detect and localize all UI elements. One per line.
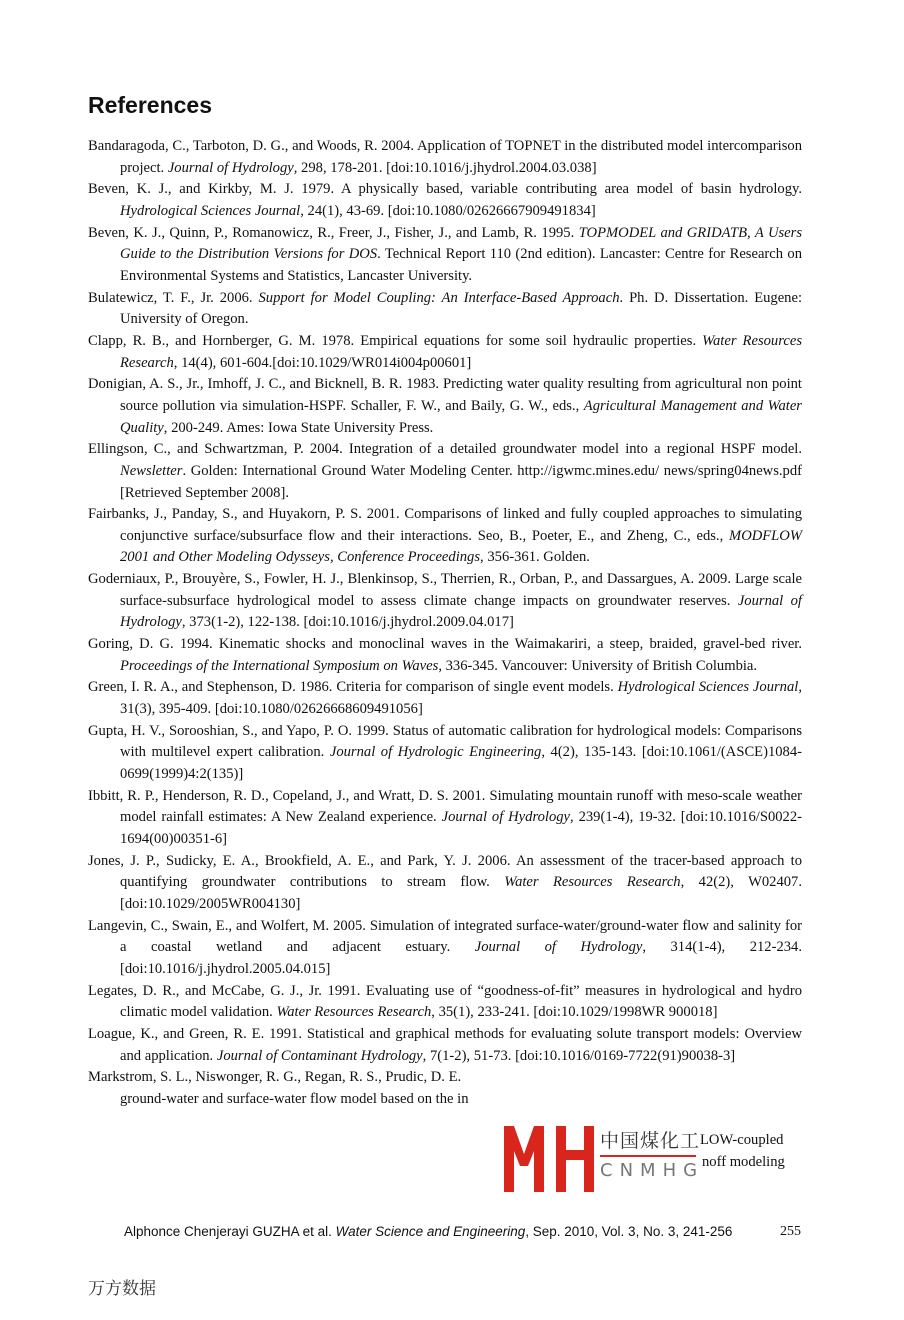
reference-item [88, 439, 802, 504]
reference-source-title: Journal of Hydrology [474, 939, 643, 956]
reference-text: Fairbanks, J., Panday, S., and Huyakorn, P. S. 2001. Comparisons of linked and fully coupled approaches to simulating conjunctive surface/subsurface flow and their interactions. Seo, B., Poeter, E., and Zheng, C., eds., [88, 506, 802, 544]
reference-text: , 373(1-2), 122-138. [doi:10.1016/j.jhydrol.2009.04.017] [181, 614, 514, 631]
reference-item [88, 179, 802, 222]
reference-source-title: Journal of Contaminant Hydrology [216, 1047, 423, 1064]
reference-source-title: Hydrological Sciences Journal [120, 202, 301, 219]
reference-text: ground-water and surface-water flow model based on the in [120, 1090, 469, 1107]
reference-text: Goderniaux, P., Brouyère, S., Fowler, H. J., Blenkinsop, S., Therrien, R., Orban, P., and Dassargues, A. 2009. Large scale surface-subsurface hydrological model to assess climate change impacts on groundwater reserves. [88, 571, 802, 609]
page-number: 255 [780, 1224, 801, 1239]
watermark [496, 1124, 802, 1192]
reference-text: Loague, K., and Green, R. E. 1991. Statistical and graphical methods for evaluating solute transport models: Overview and application. [88, 1025, 802, 1064]
reference-source-title: Water Resources Research [120, 332, 802, 371]
reference-source-title: Journal of Hydrology [441, 809, 571, 826]
reference-item [88, 721, 802, 786]
reference-item [88, 288, 802, 331]
reference-item [88, 786, 802, 851]
reference-source-title: TOPMODEL and GRIDATB, A Users Guide to the Distribution Versions for DOS [120, 224, 803, 263]
reference-source-title: Proceedings of the International Symposium on Waves [120, 657, 439, 674]
reference-source-title: Support for Model Coupling: An Interface-Based Approach [258, 289, 620, 306]
reference-text: Ibbitt, R. P., Henderson, R. D., Copeland, J., and Wratt, D. S. 2001. Simulating mountain runoff with meso-scale weather model rainfall estimates: A New Zealand experience. [88, 787, 802, 826]
reference-text: , 356-361. Golden. [480, 549, 590, 566]
reference-item [88, 331, 802, 374]
reference-text: Langevin, C., Swain, E., and Wolfert, M. 2005. Simulation of integrated surface-water/ground-water flow and salinity for a coastal wetland and adjacent estuary. [88, 917, 802, 956]
reference-item [88, 223, 802, 288]
reference-item [88, 569, 802, 634]
page-title: References [88, 92, 213, 118]
reference-text: Jones, J. P., Sudicky, E. A., Brookfield, A. E., and Park, Y. J. 2006. An assessment of the tracer-based approach to quantifying groundwater contributions to stream flow. [88, 852, 802, 891]
reference-text: Legates, D. R., and McCabe, G. J., Jr. 1991. Evaluating use of “goodness-of-fit” measures in hydrological and hydro climatic model validation. [88, 982, 802, 1021]
reference-text: , 4(2), 135-143. [doi:10.1061/(ASCE)1084-0699(1999)4:2(135)] [120, 744, 802, 783]
reference-source-title: MODFLOW 2001 and Other Modeling Odysseys, Conference Proceedings [120, 527, 802, 566]
reference-text: Clapp, R. B., and Hornberger, G. M. 1978. Empirical equations for some soil hydraulic properties. [88, 332, 703, 349]
reference-text: , 200-249. Ames: Iowa State University Press. [163, 419, 434, 436]
reference-item [88, 504, 802, 569]
reference-source-title: Hydrological Sciences Journal [617, 679, 799, 696]
running-footer [124, 1224, 732, 1239]
reference-item [88, 634, 802, 677]
reference-text: . Golden: International Ground Water Modeling Center. http://igwmc.mines.edu/ news/spring04news.pdf [Retrieved September 2008]. [120, 462, 802, 501]
reference-text: Beven, K. J., and Kirkby, M. J. 1979. A physically based, variable contributing area model of basin hydrology. [88, 181, 802, 198]
reference-item [88, 374, 802, 439]
reference-item [88, 981, 802, 1024]
footer-journal: Water Science and Engineering [335, 1224, 526, 1239]
reference-source-title: Newsletter [120, 462, 183, 479]
watermark-divider [600, 1155, 696, 1157]
reference-text: Donigian, A. S., Jr., Imhoff, J. C., and Bicknell, B. R. 1983. Predicting water quality resulting from agricultural non point source pollution via simulation-HSPF. Schaller, F. W., and Baily, G. W., eds., [88, 376, 802, 414]
reference-text: Gupta, H. V., Sorooshian, S., and Yapo, P. O. 1999. Status of automatic calibration for hydrological models: Comparisons with multilevel expert calibration. [88, 722, 802, 761]
footer-details: , Sep. 2010, Vol. 3, No. 3, 241-256 [525, 1224, 733, 1239]
watermark-cn-text: 中国煤化工 [600, 1130, 701, 1152]
reference-text: , 35(1), 233-241. [doi:10.1029/1998WR 900018] [431, 1004, 718, 1021]
footer-authors: Alphonce Chenjerayi GUZHA et al. [124, 1224, 336, 1239]
reference-text: , 24(1), 43-69. [doi:10.1080/02626667909491834] [300, 202, 596, 219]
reference-text: Goring, D. G. 1994. Kinematic shocks and monoclinal waves in the Waimakariri, a steep, braided, gravel-bed river. [88, 636, 802, 653]
reference-text: Bulatewicz, T. F., Jr. 2006. [88, 289, 259, 306]
reference-text: , 314(1-4), 212-234. [doi:10.1016/j.jhydrol.2005.04.015] [120, 939, 802, 977]
reference-text: Markstrom, S. L., Niswonger, R. G., Regan, R. S., Prudic, D. E. [88, 1069, 462, 1086]
reference-item [88, 677, 802, 720]
cnmhg-logo-icon [504, 1126, 596, 1192]
reference-text: Bandaragoda, C., Tarboton, D. G., and Woods, R. 2004. Application of TOPNET in the distributed model intercomparison project. [88, 138, 802, 176]
reference-source-title: Agricultural Management and Water Quality [120, 397, 802, 436]
reference-item [88, 136, 802, 179]
reference-text: , 14(4), 601-604.[doi:10.1029/WR014i004p00601] [173, 354, 472, 371]
reference-source-title: Journal of Hydrologic Engineering [329, 744, 542, 761]
reference-text: , 7(1-2), 51-73. [doi:10.1016/0169-7722(91)90038-3] [422, 1047, 736, 1064]
reference-text: , 298, 178-201. [doi:10.1016/j.jhydrol.2004.03.038] [293, 159, 597, 176]
reference-source-title: Journal of Hydrology [167, 159, 294, 176]
reference-item [88, 1067, 802, 1110]
reference-list [88, 136, 802, 1111]
reference-text: . Ph. D. Dissertation. Eugene: University of Oregon. [120, 289, 803, 328]
reference-source-title: Water Resources Research [276, 1004, 432, 1021]
reference-text: . Technical Report 110 (2nd edition). Lancaster: Centre for Research on Environmental Systems and Statistics, Lancaster University. [120, 246, 802, 284]
source-mark: 万方数据 [88, 1279, 156, 1299]
reference-text: , 31(3), 395-409. [doi:10.1080/02626668609491056] [120, 679, 802, 718]
reference-text: Ellingson, C., and Schwartzman, P. 2004. Integration of a detailed groundwater model into a regional HSPF model. [88, 441, 802, 458]
reference-item [88, 851, 802, 916]
reference-text-fragment: LOW-coupled [700, 1132, 784, 1148]
reference-text-fragment: noff modeling [702, 1154, 785, 1170]
reference-source-title: Water Resources Research [504, 874, 681, 891]
reference-source-title: Journal of Hydrology [120, 592, 802, 631]
reference-text: Green, I. R. A., and Stephenson, D. 1986. Criteria for comparison of single event models. [88, 679, 618, 696]
reference-text: , 336-345. Vancouver: University of British Columbia. [438, 657, 758, 674]
reference-item [88, 1024, 802, 1067]
reference-text: Beven, K. J., Quinn, P., Romanowicz, R., Freer, J., Fisher, J., and Lamb, R. 1995. [88, 224, 579, 241]
watermark-en-text: CNMHG [600, 1160, 705, 1181]
reference-item [88, 916, 802, 981]
reference-text: , 239(1-4), 19-32. [doi:10.1016/S0022-1694(00)00351-6] [120, 809, 802, 847]
reference-text: , 42(2), W02407. [doi:10.1029/2005WR004130] [120, 874, 802, 912]
